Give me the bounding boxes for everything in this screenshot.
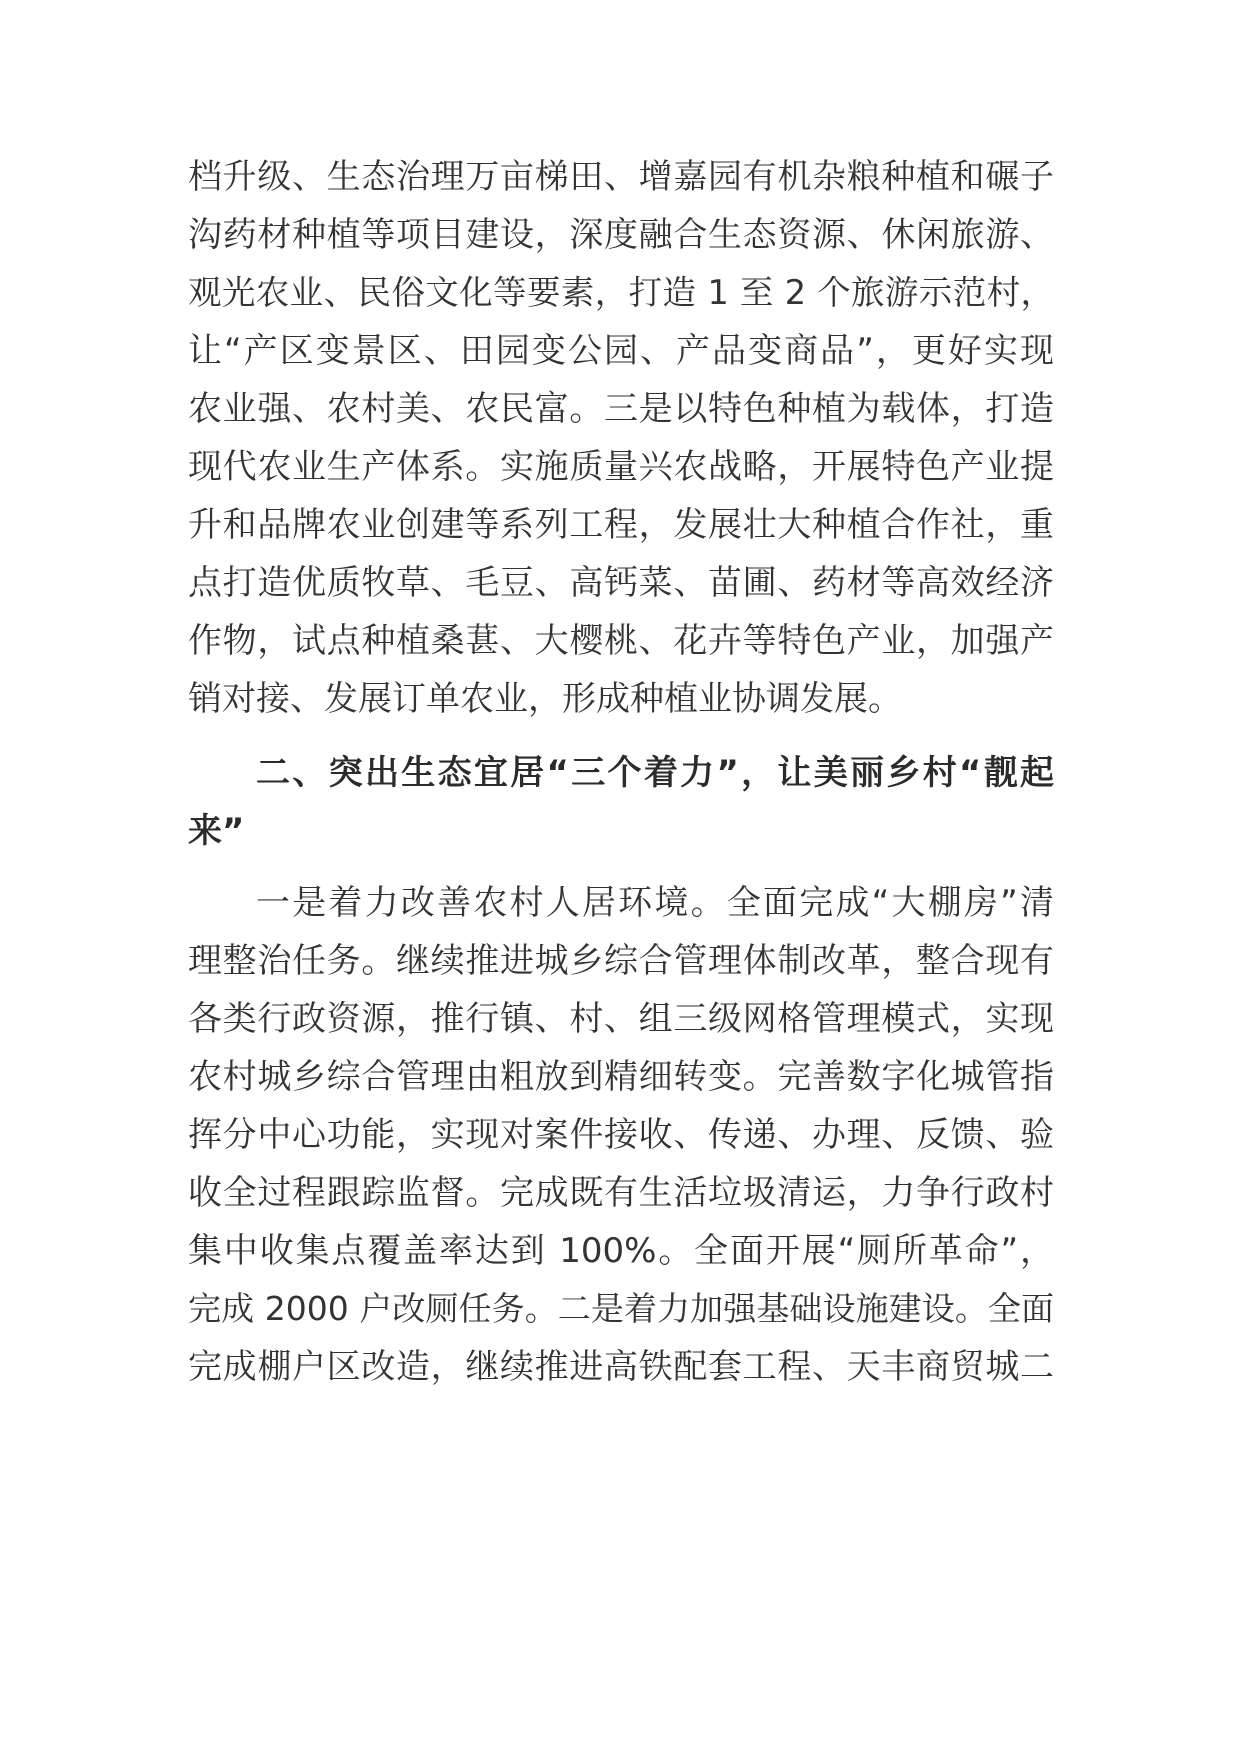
paragraph-2-line-9: 完成棚户区改造，继续推进高铁配套工程、天丰商贸城二 (188, 1347, 1054, 1387)
paragraph-2-line-4: 农村城乡综合管理由粗放到精细转变。完善数字化城管指 (188, 1057, 1054, 1097)
paragraph-1-line-6: 现代农业生产体系。实施质量兴农战略，开展特色产业提 (188, 447, 1054, 487)
paragraph-2-line-5: 挥分中心功能，实现对案件接收、传递、办理、反馈、验 (188, 1115, 1054, 1155)
paragraph-1-line-4: 让“产区变景区、田园变公园、产品变商品”，更好实现 (188, 331, 1054, 371)
section-heading-line-2: 来” (188, 811, 245, 851)
paragraph-1-line-10: 销对接、发展订单农业，形成种植业协调发展。 (188, 679, 902, 719)
paragraph-2-line-1: 一是着力改善农村人居环境。全面完成“大棚房”清 (256, 883, 1054, 923)
paragraph-2-line-7: 集中收集点覆盖率达到 100%。全面开展“厕所革命”， (188, 1231, 1054, 1271)
paragraph-2-line-2: 理整治任务。继续推进城乡综合管理体制改革，整合现有 (188, 941, 1054, 981)
paragraph-1-line-7: 升和品牌农业创建等系列工程，发展壮大种植合作社，重 (188, 505, 1054, 545)
paragraph-1-line-2: 沟药材种植等项目建设，深度融合生态资源、休闲旅游、 (188, 215, 1054, 255)
paragraph-1-line-8: 点打造优质牧草、毛豆、高钙菜、苗圃、药材等高效经济 (188, 563, 1054, 603)
paragraph-2-line-6: 收全过程跟踪监督。完成既有生活垃圾清运，力争行政村 (188, 1173, 1054, 1213)
section-heading-line-1: 二、突出生态宜居“三个着力”，让美丽乡村“靓起 (256, 753, 1054, 793)
paragraph-1-line-1: 档升级、生态治理万亩梯田、增嘉园有机杂粮种植和碾子 (188, 157, 1054, 197)
paragraph-1-line-3: 观光农业、民俗文化等要素，打造 1 至 2 个旅游示范村， (188, 273, 1054, 312)
paragraph-1-line-5: 农业强、农村美、农民富。三是以特色种植为载体，打造 (188, 389, 1054, 429)
paragraph-2-line-8: 完成 2000 户改厕任务。二是着力加强基础设施建设。全面 (188, 1289, 1054, 1328)
paragraph-1-line-9: 作物，试点种植桑葚、大樱桃、花卉等特色产业，加强产 (188, 621, 1054, 661)
paragraph-2-line-3: 各类行政资源，推行镇、村、组三级网格管理模式，实现 (188, 999, 1054, 1039)
